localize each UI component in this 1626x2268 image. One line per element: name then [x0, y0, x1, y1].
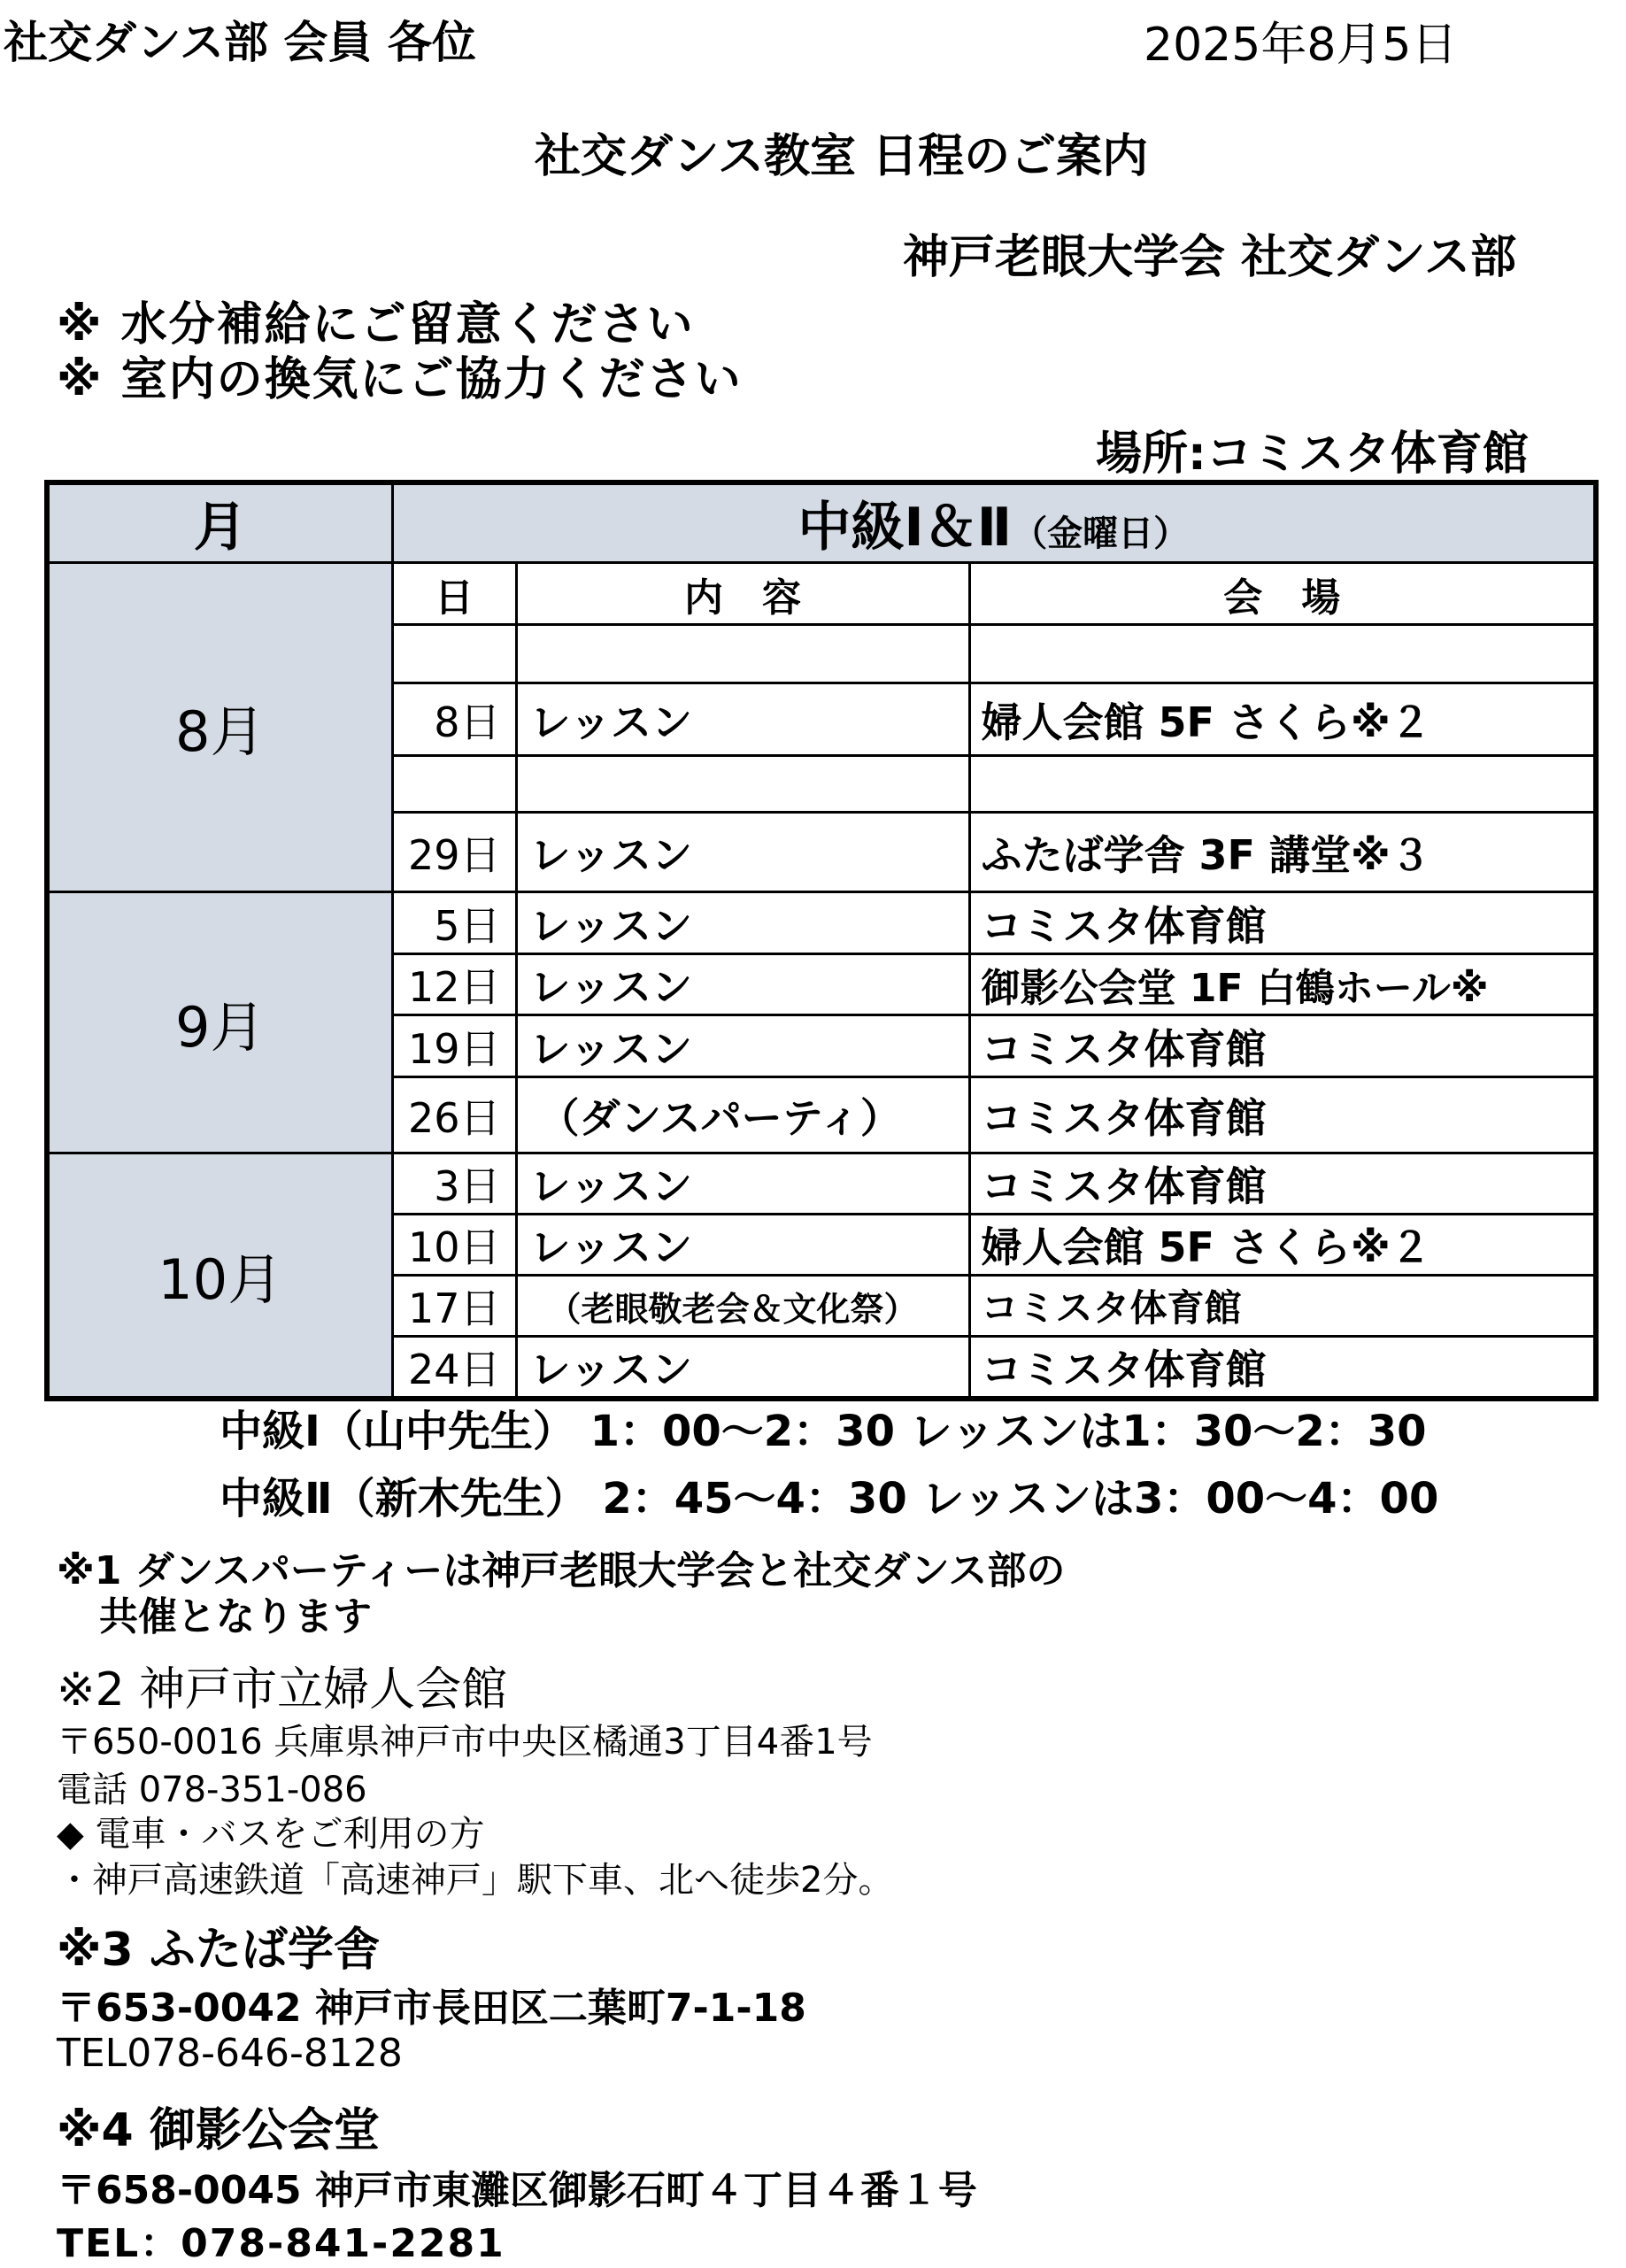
row-day: 12日 — [392, 954, 516, 1015]
row-content: レッスン — [516, 892, 969, 954]
row-venue: 婦人会館 5F さくら※２ — [969, 683, 1596, 756]
table-row — [47, 892, 1596, 954]
note2-access-title: ◆ 電車・バスをご利用の方 — [57, 1814, 485, 1855]
row-content: （ダンスパーティ） — [516, 1077, 969, 1153]
table-subheader-row — [47, 563, 1596, 625]
row-day: 17日 — [392, 1276, 516, 1337]
notice-ventilation: ※ 室内の換気にご協力ください — [57, 353, 743, 406]
class-name: 中級Ⅰ＆Ⅱ — [798, 497, 1013, 559]
row-content: レッスン — [516, 1215, 969, 1276]
content-column-header: 内 容 — [516, 563, 969, 625]
row-content: レッスン — [516, 1153, 969, 1215]
note3-phone: TEL078-646-8128 — [57, 2031, 403, 2076]
row-day — [392, 756, 516, 813]
note2-phone: 電話 078-351-086 — [57, 1770, 367, 1810]
class-weekday: （金曜日） — [1012, 513, 1190, 554]
document-title: 社交ダンス教室 日程のご案内 — [535, 130, 1149, 183]
row-venue: コミスタ体育館 — [969, 1077, 1596, 1153]
month-cell-september: 9月 — [47, 892, 392, 1153]
schedule-table — [44, 480, 1599, 1401]
note4-address: 〒658-0045 神戸市東灘区御影石町４丁目４番１号 — [57, 2168, 977, 2213]
note2-title: ※2 神戸市立婦人会館 — [57, 1663, 508, 1716]
row-content: レッスン — [516, 1015, 969, 1077]
note1-line2: 共催となります — [99, 1594, 372, 1639]
row-day: 29日 — [392, 813, 516, 892]
month-cell-october: 10月 — [47, 1153, 392, 1400]
row-day: 24日 — [392, 1337, 516, 1400]
row-day: 10日 — [392, 1215, 516, 1276]
class-time-intermediate-2: 中級Ⅱ（新木先生） 2：45～4：30 レッスンは3：00～4：00 — [220, 1474, 1439, 1524]
row-venue: コミスタ体育館 — [969, 1153, 1596, 1215]
organizer-name: 神戸老眼大学会 社交ダンス部 — [903, 231, 1517, 284]
row-venue: 御影公会堂 1F 白鶴ホール※ — [969, 954, 1596, 1015]
row-venue: ふたば学舎 3F 講堂※３ — [969, 813, 1596, 892]
row-content: レッスン — [516, 813, 969, 892]
row-day — [392, 625, 516, 683]
row-day: 8日 — [392, 683, 516, 756]
note3-address: 〒653-0042 神戸市長田区二葉町7-1-18 — [57, 1986, 806, 2031]
row-day: 19日 — [392, 1015, 516, 1077]
class-time-intermediate-1: 中級Ⅰ（山中先生） 1：00～2：30 レッスンは1：30～2：30 — [220, 1407, 1427, 1456]
row-venue: コミスタ体育館 — [969, 1337, 1596, 1400]
row-content: レッスン — [516, 954, 969, 1015]
row-day: 26日 — [392, 1077, 516, 1153]
row-content — [516, 756, 969, 813]
location-label: 場所:コミスタ体育館 — [1096, 428, 1529, 481]
row-venue: コミスタ体育館 — [969, 1276, 1596, 1337]
class-column-header — [392, 482, 1596, 563]
table-row — [47, 1153, 1596, 1215]
note4-title: ※4 御影公会堂 — [57, 2104, 380, 2157]
note1-line1: ※1 ダンスパーティーは神戸老眼大学会と社交ダンス部の — [57, 1548, 1066, 1593]
issue-date: 2025年8月5日 — [1144, 19, 1458, 72]
notice-hydration: ※ 水分補給にご留意ください — [57, 298, 695, 351]
row-content: レッスン — [516, 1337, 969, 1400]
row-content — [516, 625, 969, 683]
note2-address: 〒650-0016 兵庫県神戸市中央区橘通3丁目4番1号 — [57, 1722, 873, 1763]
note3-title: ※3 ふたば学舎 — [57, 1924, 380, 1977]
month-column-header: 月 — [47, 482, 392, 563]
row-venue — [969, 756, 1596, 813]
row-day: 3日 — [392, 1153, 516, 1215]
month-cell-august: 8月 — [47, 563, 392, 892]
row-venue: 婦人会館 5F さくら※２ — [969, 1215, 1596, 1276]
row-venue — [969, 625, 1596, 683]
note4-phone: TEL：078-841-2281 — [57, 2221, 505, 2266]
row-day: 5日 — [392, 892, 516, 954]
day-column-header: 日 — [392, 563, 516, 625]
row-content: レッスン — [516, 683, 969, 756]
recipient-line: 社交ダンス部 会員 各位 — [4, 17, 476, 68]
table-header-row — [47, 482, 1596, 563]
venue-column-header: 会 場 — [969, 563, 1596, 625]
row-venue: コミスタ体育館 — [969, 892, 1596, 954]
row-venue: コミスタ体育館 — [969, 1015, 1596, 1077]
note2-access: ・神戸高速鉄道「高速神戸」駅下車、北へ徒歩2分。 — [57, 1860, 894, 1901]
row-content: （老眼敬老会＆文化祭） — [516, 1276, 969, 1337]
